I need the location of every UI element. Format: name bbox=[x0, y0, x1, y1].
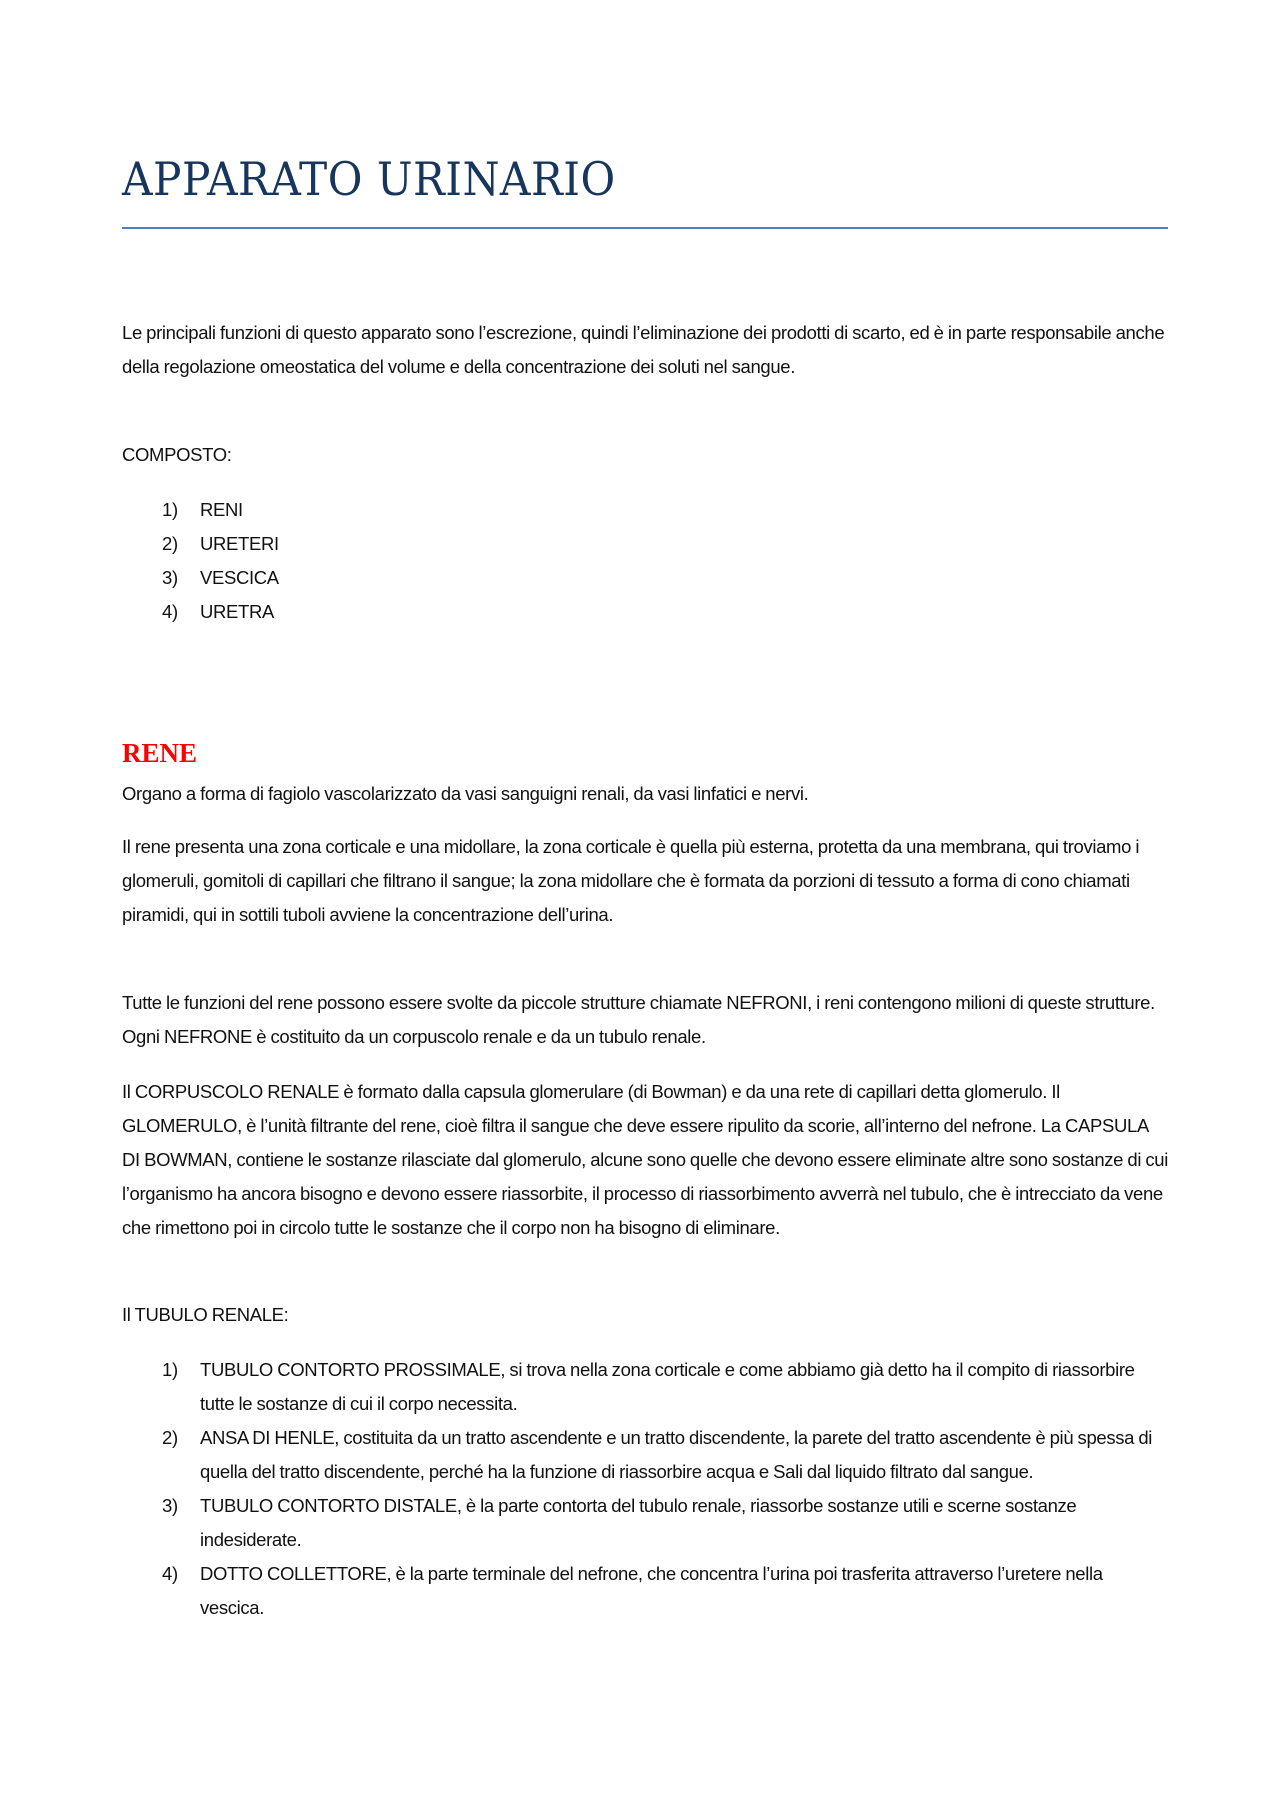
list-text: TUBULO CONTORTO PROSSIMALE, si trova nella zona corticale e come abbiamo già detto ha il compito di riassorbire tutte le sostanze di cui il corpo necessita. bbox=[200, 1359, 1135, 1414]
rene-paragraph-1: Organo a forma di fagiolo vascolarizzato da vasi sanguigni renali, da vasi linfatici e nervi. bbox=[122, 783, 809, 804]
list-item bbox=[122, 1353, 1168, 1421]
section-heading-rene: RENE bbox=[122, 738, 198, 768]
list-number: 4) bbox=[162, 601, 178, 622]
list-number: 2) bbox=[162, 1427, 178, 1448]
title-underline bbox=[122, 227, 1168, 229]
list-number: 2) bbox=[162, 533, 178, 554]
list-item bbox=[122, 561, 1168, 595]
list-number: 3) bbox=[162, 1495, 178, 1516]
list-text: VESCICA bbox=[200, 567, 279, 588]
composto-label: COMPOSTO: bbox=[122, 444, 232, 465]
tubulo-list bbox=[122, 1353, 1168, 1625]
list-text: RENI bbox=[200, 499, 243, 520]
list-number: 1) bbox=[162, 499, 178, 520]
rene-paragraph-2: Il rene presenta una zona corticale e una midollare, la zona corticale è quella più esterna, protetta da una membrana, qui troviamo i glomeruli, gomitoli di capillari che filtrano il sangue; la zona midollare che è formata da porzioni di tessuto a forma di cono chiamati piramidi, qui in sottili tuboli avviene la concentrazione dell’urina. bbox=[122, 836, 1140, 925]
tubulo-label: Il TUBULO RENALE: bbox=[122, 1304, 289, 1325]
composto-list bbox=[122, 493, 1168, 629]
list-text: TUBULO CONTORTO DISTALE, è la parte contorta del tubulo renale, riassorbe sostanze utili e scerne sostanze indesiderate. bbox=[200, 1495, 1077, 1550]
list-item bbox=[122, 595, 1168, 629]
list-item bbox=[122, 1421, 1168, 1489]
list-text: DOTTO COLLETTORE, è la parte terminale del nefrone, che concentra l’urina poi trasferita attraverso l’uretere nella vescica. bbox=[200, 1563, 1103, 1618]
list-number: 1) bbox=[162, 1359, 178, 1380]
list-number: 4) bbox=[162, 1563, 178, 1584]
list-item bbox=[122, 1489, 1168, 1557]
list-text: URETERI bbox=[200, 533, 279, 554]
list-item bbox=[122, 493, 1168, 527]
intro-paragraph: Le principali funzioni di questo apparato sono l’escrezione, quindi l’eliminazione dei prodotti di scarto, ed è in parte responsabile anche della regolazione omeostatica del volume e della concentrazione dei soluti nel sangue. bbox=[122, 322, 1165, 377]
list-text: ANSA DI HENLE, costituita da un tratto ascendente e un tratto discendente, la parete del tratto ascendente è più spessa di quella del tratto discendente, perché ha la funzione di riassorbire acqua e Sali dal liquido filtrato dal sangue. bbox=[200, 1427, 1153, 1482]
list-item bbox=[122, 527, 1168, 561]
document-title: APPARATO URINARIO bbox=[122, 152, 616, 206]
list-item bbox=[122, 1557, 1168, 1625]
rene-paragraph-4: Il CORPUSCOLO RENALE è formato dalla capsula glomerulare (di Bowman) e da una rete di capillari detta glomerulo. Il GLOMERULO, è l’unità filtrante del rene, cioè filtra il sangue che deve essere ripulito da scorie, all’interno del nefrone. La CAPSULA DI BOWMAN, contiene le sostanze rilasciate dal glomerulo, alcune sono quelle che devono essere eliminate altre sono sostanze di cui l’organismo ha ancora bisogno e devono essere riassorbite, il processo di riassorbimento avverrà nel tubulo, che è intrecciato da vene che rimettono poi in circolo tutte le sostanze che il corpo non ha bisogno di eliminare. bbox=[122, 1081, 1168, 1238]
list-number: 3) bbox=[162, 567, 178, 588]
list-text: URETRA bbox=[200, 601, 274, 622]
rene-paragraph-3: Tutte le funzioni del rene possono essere svolte da piccole strutture chiamate NEFRONI, i reni contengono milioni di queste strutture. Ogni NEFRONE è costituito da un corpuscolo renale e da un tubulo renale. bbox=[122, 992, 1155, 1047]
